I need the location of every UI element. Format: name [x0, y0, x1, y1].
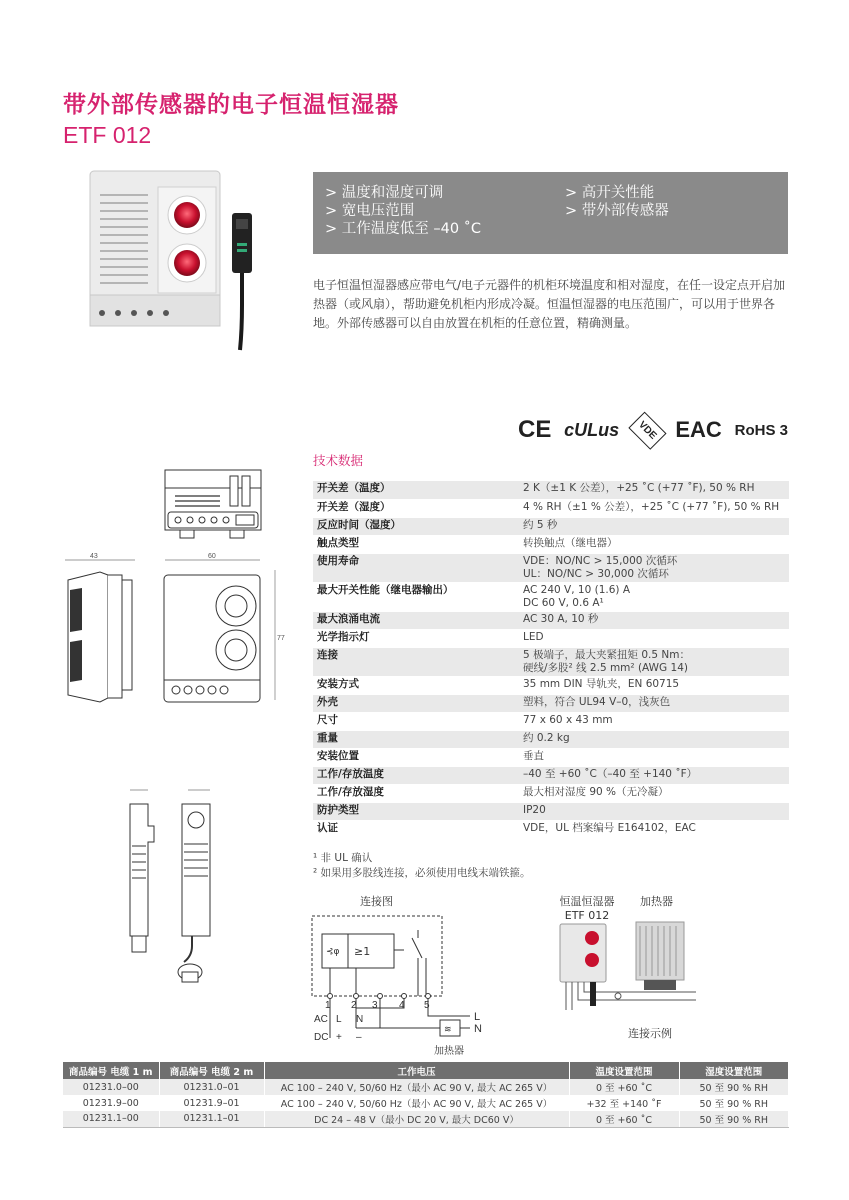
spec-row [313, 647, 789, 676]
spec-value [519, 611, 789, 629]
feature-item: > 宽电压范围 [325, 203, 415, 219]
spec-value [519, 694, 789, 712]
spec-row [313, 820, 789, 838]
spec-row [313, 553, 789, 582]
spec-value-line: 2 K（±1 K 公差），+25 ˚C (+77 ˚F), 50 % RH [523, 482, 755, 494]
spec-label: 最大浪涌电流 [313, 611, 519, 629]
svg-text:⊰φ: ⊰φ [326, 947, 340, 957]
order-cell: 01231.0–01 [159, 1079, 264, 1095]
table-row [63, 1111, 789, 1127]
spec-value-line: 转换触点（继电器） [523, 536, 618, 549]
order-cell: 01231.0–00 [63, 1079, 159, 1095]
wiring-diagram [300, 908, 510, 1060]
dim-60-label: 60 [208, 553, 216, 560]
feature-item: > 带外部传感器 [565, 203, 669, 219]
spec-row [313, 802, 789, 820]
spec-value [519, 784, 789, 802]
ac-l-label: L [336, 1014, 342, 1025]
order-cell: 0 至 +60 ˚C [569, 1111, 679, 1127]
spec-label: 工作/存放温度 [313, 766, 519, 784]
order-cell: 01231.1–01 [159, 1111, 264, 1127]
spec-label: 触点类型 [313, 535, 519, 553]
order-header: 商品编号 电缆 1 m [63, 1062, 159, 1079]
rohs-mark: RoHS 3 [734, 421, 788, 439]
certification-logos [518, 412, 788, 448]
example-heater-label: 加热器 [640, 895, 673, 908]
spec-value [519, 499, 789, 517]
spec-row [313, 730, 789, 748]
order-cell: 01231.9–01 [159, 1095, 264, 1111]
spec-label: 尺寸 [313, 712, 519, 730]
spec-value-line: 77 x 60 x 43 mm [523, 713, 613, 726]
line-n-label: N [474, 1023, 482, 1035]
spec-value-line: IP20 [523, 803, 546, 816]
spec-value-line: VDE：NO/NC > 15,000 次循环 [523, 554, 678, 567]
spec-row [313, 712, 789, 730]
spec-value-line: 35 mm DIN 导轨夹，EN 60715 [523, 677, 680, 690]
heater-label: 加热器 [434, 1046, 464, 1057]
spec-row [313, 748, 789, 766]
spec-value [519, 629, 789, 647]
order-cell: 01231.9–00 [63, 1095, 159, 1111]
dimension-drawing-front [60, 550, 290, 710]
order-header: 工作电压 [264, 1062, 569, 1079]
terminal-label: 2 [351, 1000, 357, 1011]
spec-value-line: 最大相对湿度 90 %（无冷凝） [523, 785, 669, 798]
ac-label: AC [314, 1014, 328, 1025]
spec-label: 安装位置 [313, 748, 519, 766]
spec-value-line: 5 极端子，最大夹紧扭矩 0.5 Nm： [523, 648, 690, 661]
ce-mark: CE [518, 416, 552, 443]
wiring-diagram-title: 连接图 [360, 895, 393, 908]
order-cell: 50 至 90 % RH [679, 1111, 789, 1127]
spec-value-line: AC 30 A, 10 秒 [523, 612, 599, 625]
spec-value-line: AC 240 V, 10 (1.6) A [523, 583, 631, 596]
example-caption: 连接示例 [628, 1027, 672, 1040]
vde-mark: VDE [628, 411, 666, 449]
spec-row [313, 766, 789, 784]
feature-item: > 高开关性能 [565, 185, 655, 201]
spec-value [519, 766, 789, 784]
page-title: 带外部传感器的电子恒温恒湿器 [63, 92, 399, 118]
ul-mark: cULus [564, 419, 620, 440]
spec-value-line: 塑料，符合 UL94 V–0，浅灰色 [523, 695, 671, 708]
spec-value [519, 730, 789, 748]
spec-value-line: DC 60 V, 0.6 A¹ [523, 596, 604, 609]
terminal-label: 5 [424, 1000, 430, 1011]
order-header: 湿度设置范围 [679, 1062, 789, 1079]
product-photo [88, 165, 288, 355]
order-cell: DC 24 – 48 V（最小 DC 20 V, 最大 DC60 V） [264, 1111, 569, 1127]
footnote: ¹ 非 UL 确认 [313, 852, 373, 864]
table-row [63, 1079, 789, 1095]
spec-value [519, 676, 789, 694]
spec-value [519, 647, 789, 676]
feature-box [313, 172, 788, 254]
spec-label: 最大开关性能（继电器输出） [313, 582, 519, 611]
line-l-label: L [474, 1011, 481, 1023]
order-cell: +32 至 +140 ˚F [569, 1095, 679, 1111]
order-header: 商品编号 电缆 2 m [159, 1062, 264, 1079]
order-cell: AC 100 – 240 V, 50/60 Hz（最小 AC 90 V, 最大 AC 265 V） [264, 1079, 569, 1095]
dim-77-label: 77 [277, 635, 285, 642]
spec-table [313, 481, 789, 839]
dc-label: DC [314, 1032, 329, 1043]
spec-value-line: VDE，UL 档案编号 E164102，EAC [523, 821, 696, 834]
order-cell: 50 至 90 % RH [679, 1095, 789, 1111]
spec-label: 认证 [313, 820, 519, 838]
table-row [63, 1095, 789, 1111]
spec-row [313, 535, 789, 553]
ac-n-label: N [356, 1014, 364, 1025]
footnotes [313, 851, 531, 881]
spec-value [519, 517, 789, 535]
spec-row [313, 582, 789, 611]
svg-text:≥1: ≥1 [354, 945, 371, 958]
footnote: ² 如果用多股线连接，必须使用电线末端铁箍。 [313, 867, 531, 879]
spec-row [313, 784, 789, 802]
terminal-label: 3 [372, 1000, 378, 1011]
spec-label: 连接 [313, 647, 519, 676]
spec-row [313, 694, 789, 712]
spec-label: 安装方式 [313, 676, 519, 694]
spec-value-line: 4 % RH（±1 % 公差），+25 ˚C (+77 ˚F), 50 % RH [523, 500, 780, 513]
spec-value-line: 约 5 秒 [523, 518, 558, 531]
spec-label: 外壳 [313, 694, 519, 712]
feature-item: > 温度和湿度可调 [325, 185, 444, 201]
dc-minus-label: – [356, 1032, 362, 1043]
spec-value [519, 535, 789, 553]
terminal-label: 1 [325, 1000, 331, 1011]
tech-data-title: 技术数据 [313, 453, 364, 468]
spec-label: 重量 [313, 730, 519, 748]
intro-text: 电子恒温恒湿器感应带电气/电子元器件的机柜环境温度和相对湿度，在任一设定点开启加热器（或风扇），帮助避免机柜内形成冷凝。恒温恒湿器的电压范围广，可以用于世界各地。外部传感器可以自由放置在机柜的任意位置，精确测量。 [313, 278, 786, 330]
spec-value-line: 约 0.2 kg [523, 731, 570, 744]
spec-row [313, 481, 789, 499]
spec-label: 光学指示灯 [313, 629, 519, 647]
connection-example [546, 920, 706, 1028]
dc-plus-label: + [336, 1032, 342, 1043]
spec-value [519, 582, 789, 611]
spec-row [313, 517, 789, 535]
spec-value [519, 748, 789, 766]
dimension-drawing-sensor [108, 786, 248, 986]
order-table [63, 1062, 789, 1128]
spec-value-line: –40 至 +60 ˚C（–40 至 +140 ˚F） [523, 767, 698, 780]
terminal-label: 4 [399, 1000, 405, 1011]
spec-value-line: LED [523, 630, 544, 643]
spec-value-line: 垂直 [523, 749, 544, 762]
order-cell: 50 至 90 % RH [679, 1079, 789, 1095]
dim-43-label: 43 [90, 553, 98, 560]
order-header: 温度设置范围 [569, 1062, 679, 1079]
spec-value-line: UL：NO/NC > 30,000 次循环 [523, 567, 669, 580]
eac-mark: EAC [675, 417, 722, 442]
spec-label: 防护类型 [313, 802, 519, 820]
spec-row [313, 611, 789, 629]
spec-value [519, 553, 789, 582]
spec-label: 工作/存放湿度 [313, 784, 519, 802]
spec-label: 使用寿命 [313, 553, 519, 582]
example-device-label: 恒温恒湿器 ETF 012 [559, 895, 615, 922]
order-cell: AC 100 – 240 V, 50/60 Hz（最小 AC 90 V, 最大 AC 265 V） [264, 1095, 569, 1111]
spec-value-line: 硬线/多股² 线 2.5 mm² (AWG 14) [523, 661, 688, 674]
dimension-drawing-top [160, 466, 270, 546]
feature-item: > 工作温度低至 –40 ˚C [325, 221, 482, 237]
spec-value [519, 820, 789, 838]
spec-row [313, 499, 789, 517]
model-number: ETF 012 [63, 122, 152, 148]
spec-value [519, 712, 789, 730]
svg-text:≋: ≋ [444, 1025, 452, 1035]
spec-value [519, 481, 789, 499]
spec-label: 开关差（温度） [313, 481, 519, 499]
spec-label: 反应时间（湿度） [313, 517, 519, 535]
order-cell: 01231.1–00 [63, 1111, 159, 1127]
spec-row [313, 629, 789, 647]
spec-label: 开关差（湿度） [313, 499, 519, 517]
spec-row [313, 676, 789, 694]
spec-value [519, 802, 789, 820]
order-cell: 0 至 +60 ˚C [569, 1079, 679, 1095]
